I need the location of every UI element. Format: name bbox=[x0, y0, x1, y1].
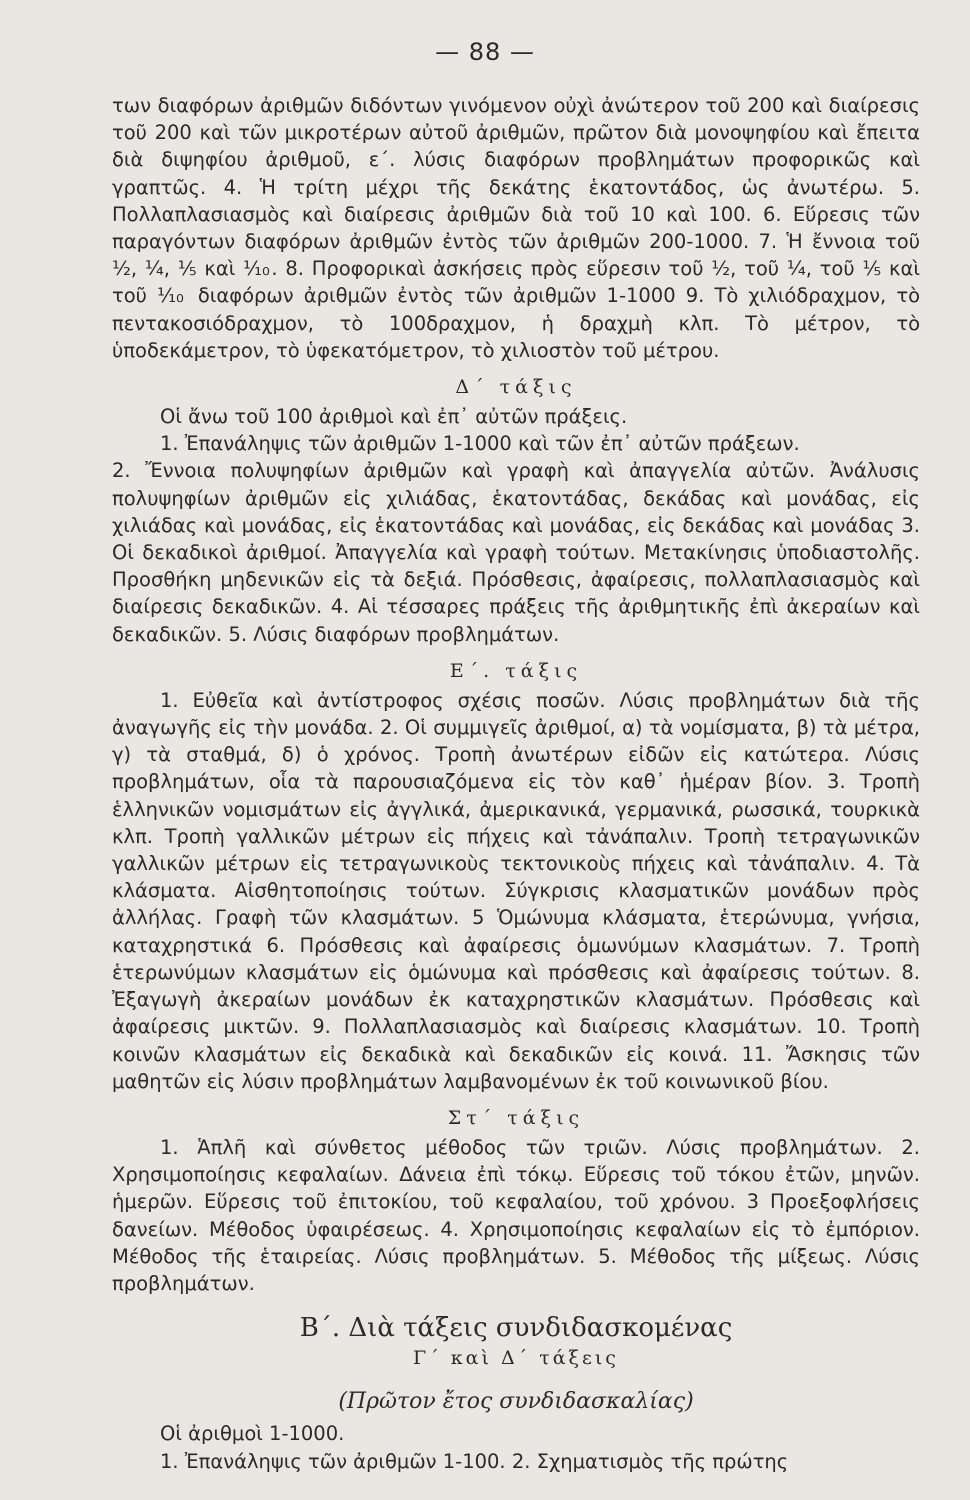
section-b-lead: Οἱ ἀριθμοὶ 1-1000. bbox=[160, 1422, 345, 1446]
section-d-lead: Οἱ ἄνω τοῦ 100 ἀριθμοὶ καὶ ἐπ᾽ αὐτῶν πράξεις. bbox=[160, 405, 628, 429]
section-b-heading: Β΄. Διὰ τάξεις συνδιδασκομένας bbox=[299, 1313, 733, 1344]
intro-paragraph: των διαφόρων ἀριθμῶν διδόντων γινόμενον οὐχὶ ἀνώτερον τοῦ 200 καὶ διαίρεσις τοῦ 200 καὶ τῶν μικροτέρων αὐτοῦ ἀριθμῶν, πρῶτον διὰ μονοψηφίου καὶ ἔπειτα διὰ διψηφίου ἀριθμοῦ, ε΄. λύσις διαφόρων προβλημάτων προφορικῶς καὶ γραπτῶς. 4. Ἡ τρίτη μέχρι τῆς δεκάτης ἑκατοντάδος, ὡς ἀνωτέρω. 5. Πολλαπλασιασμὸς καὶ διαίρεσις ἀριθμῶν διὰ τοῦ 10 καὶ 100. 6. Εὕρεσις τῶν παραγόντων διαφόρων ἀριθμῶν ἐντὸς τῶν ἀριθμῶν 200-1000. 7. Ἡ ἔννοια τοῦ ½, ¼, ⅕ καὶ ⅒. 8. Προφορικαὶ ἀσκήσεις πρὸς εὕρεσιν τοῦ ½, τοῦ ¼, τοῦ ⅕ καὶ τοῦ ⅒ διαφόρων ἀριθμῶν ἐντὸς τῶν ἀριθμῶν 1-1000 9. Τὸ χιλιόδραχμον, τὸ πεντακοσιόδραχμον, τὸ 100δραχμον, ἡ δραχμὴ κλπ. Τὸ μέτρον, τὸ ὑποδεκάμετρον, τὸ ὑφεκατόμετρον, τὸ χιλιοστὸν τοῦ μέτρου. bbox=[112, 94, 920, 362]
page-number: — 88 — bbox=[435, 38, 535, 66]
section-st-heading: Στ΄ τάξις bbox=[447, 1106, 585, 1129]
section-st-body: 1. Ἁπλῆ καὶ σύνθετος μέθοδος τῶν τριῶν. Λύσις προβλημάτων. 2. Χρησιμοποίησις κεφαλαίων. Δάνεια ἐπὶ τόκῳ. Εὕρεσις τοῦ τόκου ἐτῶν, μηνῶν. ἡμερῶν. Εὕρεσις τοῦ ἐπιτοκίου, τοῦ κεφαλαίου, τοῦ χρόνου. 3 Προεξοφλήσεις δανείων. Μέθοδος ὑφαιρέσεως. 4. Χρησιμοποίησις κεφαλαίων εἰς τὸ ἐμπόριον. Μέθοδος τῆς ἑταιρείας. Λύσις προβλημάτων. 5. Μέθοδος τῆς μίξεως. Λύσις προβλημάτων. bbox=[112, 1135, 920, 1295]
section-b-subheading: Γ΄ καὶ Δ΄ τάξεις bbox=[413, 1347, 619, 1370]
page-content bbox=[112, 92, 920, 1475]
section-b-item-1: 1. Ἐπανάληψις τῶν ἀριθμῶν 1-100. 2. Σχηματισμὸς τῆς πρώτης bbox=[160, 1449, 789, 1473]
section-d-item-1: 1. Ἐπανάληψις τῶν ἀριθμῶν 1-1000 καὶ τῶν ἐπ᾽ αὐτῶν πράξεων. bbox=[160, 432, 800, 456]
section-d-heading: Δ΄ τάξις bbox=[455, 376, 577, 399]
section-e-heading: Ε΄. τάξις bbox=[449, 659, 583, 682]
section-e-body: 1. Εὐθεῖα καὶ ἀντίστροφος σχέσις ποσῶν. Λύσις προβλημάτων διὰ τῆς ἀναγωγῆς εἰς τὴν μονάδα. 2. Οἱ συμμιγεῖς ἀριθμοί, α) τὰ νομίσματα, β) τὰ μέτρα, γ) τὰ σταθμά, δ) ὁ χρόνος. Τροπὴ ἀνωτέρων εἰδῶν εἰς κατώτερα. Λύσις προβλημάτων, οἷα τὰ παρουσιαζόμενα εἰς τὸν καθ᾽ ἡμέραν βίον. 3. Τροπὴ ἑλληνικῶν νομισμάτων εἰς ἀγγλικά, ἀμερικανικά, γερμανικά, ρωσσικά, τουρκικὰ κλπ. Τροπὴ γαλλικῶν μέτρων εἰς πήχεις καὶ τἀνάπαλιν. Τροπὴ τετραγωνικῶν γαλλικῶν μέτρων εἰς τετραγωνικοὺς τεκτονικοὺς πήχεις καὶ τἀνάπαλιν. 4. Τὰ κλάσματα. Αἰσθητοποίησις τούτων. Σύγκρισις κλασματικῶν μονάδων πρὸς ἀλλήλας. Γραφὴ τῶν κλασμάτων. 5 Ὁμώνυμα κλάσματα, ἑτερώνυμα, γνήσια, καταχρηστικά 6. Πρόσθεσις καὶ ἀφαίρεσις ὁμωνύμων κλασμάτων. 7. Τροπὴ ἑτερωνύμων κλασμάτων εἰς ὁμώνυμα καὶ πρόσθεσις καὶ ἀφαίρεσις τούτων. 8. Ἐξαγωγὴ ἀκεραίων μονάδων ἐκ καταχρηστικῶν κλασμάτων. Πρόσθεσις καὶ ἀφαίρεσις μικτῶν. 9. Πολλαπλασιασμὸς καὶ διαίρεσις κλασμάτων. 10. Τροπὴ κοινῶν κλασμάτων εἰς δεκαδικὰ καὶ δεκαδικῶν εἰς κοινά. 11. Ἄσκησις τῶν μαθητῶν εἰς λύσιν προβλημάτων λαμβανομένων ἐκ τοῦ κοινωνικοῦ βίου. bbox=[112, 688, 920, 1093]
section-b-italic-heading: (Πρῶτον ἔτος συνδιδασκαλίας) bbox=[338, 1389, 694, 1415]
section-d-body: 2. Ἔννοια πολυψηφίων ἀριθμῶν καὶ γραφὴ καὶ ἀπαγγελία αὐτῶν. Ἀνάλυσις πολυψηφίων ἀριθμῶν εἰς χιλιάδας, ἑκατοντάδας, δεκάδας καὶ μονάδας, εἰς χιλιάδας καὶ μονάδας, εἰς ἑκατοντάδας καὶ μονάδας, εἰς δεκάδας καὶ μονάδας 3. Οἱ δεκαδικοὶ ἀριθμοί. Ἀπαγγελία καὶ γραφὴ τούτων. Μετακίνησις ὑποδιαστολῆς. Προσθήκη μηδενικῶν εἰς τὰ δεξιά. Πρόσθεσις, ἀφαίρεσις, πολλαπλασιασμὸς καὶ διαίρεσις δεκαδικῶν. 4. Αἱ τέσσαρες πράξεις τῆς ἀριθμητικῆς ἐπὶ ἀκεραίων καὶ δεκαδικῶν. 5. Λύσις διαφόρων προβλημάτων. bbox=[112, 459, 920, 646]
